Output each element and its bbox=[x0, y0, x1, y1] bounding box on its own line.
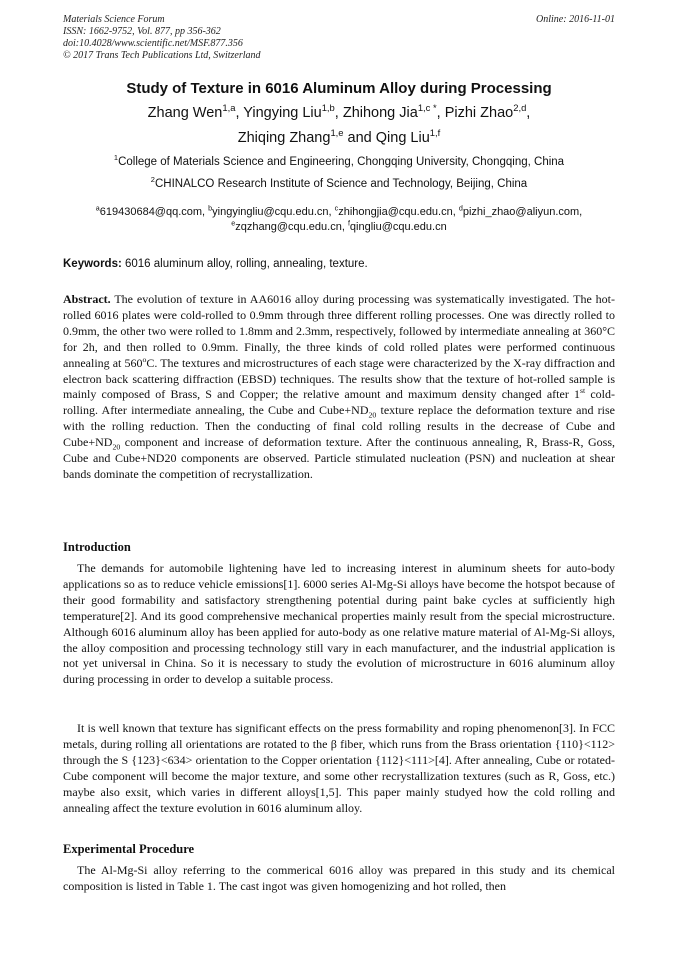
author: Qing Liu$^{1,f}$ bbox=[375, 127, 441, 146]
keywords-label: Keywords: bbox=[63, 258, 122, 270]
author: Zhang Wen$^{1,a}$, bbox=[147, 102, 244, 121]
experimental-paragraph-1: The Al-Mg-Si alloy referring to the commerical 6016 alloy was prepared in this study and its chemical composition is listed in Table 1. The cast ingot was given homogenizing and hot rolled, then bbox=[63, 863, 615, 893]
author: Yingying Liu$^{1,b}$, bbox=[243, 102, 343, 121]
keywords-text: 6016 aluminum alloy, rolling, annealing, texture. bbox=[125, 258, 368, 270]
keywords bbox=[63, 258, 615, 270]
author-list bbox=[40, 101, 638, 151]
email[interactable]: $^b$yingyingliu@cqu.edu.cn, bbox=[208, 204, 335, 218]
abstract-label: Abstract. bbox=[63, 292, 111, 306]
affiliation-1: $^1$College of Materials Science and Engineering, Chongqing University, Chongqing, China bbox=[113, 153, 565, 168]
journal-header bbox=[63, 14, 615, 62]
abstract-paragraph: Abstract. The evolution of texture in AA6016 alloy during processing was systematically investigated. The hot-rolled 6016 plates were cold-rolled to 0.9mm through three different rolling processes. One was directly rolled to 0.9mm, the other two were rolled to 1.8mm and 2.3mm, respectively, followed by intermediate annealing at 360°C for 2h, and then rolled to 0.9mm. Finally, the three kinds of cold rolled plates were performed continuous annealing at 560$^o$C. The textures and microstructures of each stage were characterized by the X-ray diffraction and electron back scattering diffraction (EBSD) techniques. The results show that the texture of hot-rolled sample is mainly composed of Brass, S and Copper; the relative amount and maximum density changed after 1st cold-rolling. After intermediate annealing, the Cube and $Cube+ND_{20}$ texture replace the deformation texture and rise with the rolling reduction. Then the conducting of final cold rolling results in the decrease of Cube and $Cube+ND_{20}$ component and increase of deformation texture. After the continuous annealing, R, Brass-R, Goss, Cube and Cube+ND20 components are observed. Particle stimulated nucleation (PSN) and nucleation at shear bands dominate the competition of recrystallization. bbox=[63, 292, 616, 481]
author: Pizhi Zhao$^{2,d}$, bbox=[444, 102, 531, 121]
email[interactable]: $^f$qingliu@cqu.edu.cn bbox=[347, 219, 447, 233]
online-date: Online: 2016-11-01 bbox=[536, 14, 615, 25]
introduction-heading: Introduction bbox=[63, 540, 131, 554]
doi[interactable]: doi:10.4028/www.scientific.net/MSF.877.356 bbox=[63, 38, 243, 49]
experimental-heading: Experimental Procedure bbox=[63, 842, 195, 856]
paper-title: Study of Texture in 6016 Aluminum Alloy during Processing bbox=[126, 80, 552, 97]
journal-name: Materials Science Forum bbox=[63, 14, 165, 25]
author: Zhiqing Zhang$^{1,e}$ and bbox=[237, 127, 376, 146]
copyright: © 2017 Trans Tech Publications Ltd, Switzerland bbox=[63, 50, 261, 61]
issn: ISSN: 1662-9752, Vol. 877, pp 356-362 bbox=[63, 26, 221, 37]
introduction-paragraph-1: The demands for automobile lightening have led to increasing interest in aluminum sheets for auto-body applications so as to reduce vehicle emissions[1]. 6000 series Al-Mg-Si alloys have become the hotspot because of their good formability and satisfactory strengthening potential during paint bake cycles at sufficiently high temperature[2]. And its good comprehensive mechanical properties mainly result from the special microstructure. Although 6016 aluminum alloy has been applied for auto-body as one relative mature material of Al-Mg-Si alloys, the alloy composition and processing technology still vary in each manufacturer, and the industrial application is not yet universal in China. So it is necessary to study the evolution of microstructure in 6016 aluminum alloy during processing in order to develop a suitable process. bbox=[63, 561, 615, 687]
email[interactable]: $^a$619430684@qq.com, bbox=[95, 204, 209, 218]
email-list bbox=[60, 205, 618, 235]
email[interactable]: $^e$zqzhang@cqu.edu.cn, bbox=[231, 219, 348, 233]
introduction-paragraph-2: It is well known that texture has significant effects on the press formability and roping phenomenon[3]. In FCC metals, during rolling all orientations are rotated to the β fiber, which runs from the Brass orientation {110}<112> through the S {123}<634> orientation to the Copper orientation {112}<111>[4]. After annealing, Cube or rotated-Cube component will become the major texture, and some other recrystallization textures (such as R, Goss, etc.) maybe also exsit, which varies in different alloys[1,5]. This paper mainly studyed how the cold rolling and annealing affect the texture evolution in 6016 aluminum alloy. bbox=[63, 721, 615, 815]
email[interactable]: $^c$zhihongjia@cqu.edu.cn, bbox=[334, 204, 459, 218]
author: Zhihong Jia$^{1,c *}$, bbox=[342, 102, 445, 121]
affiliation-2: $^2$CHINALCO Research Institute of Science and Technology, Beijing, China bbox=[150, 175, 528, 190]
email[interactable]: $^d$pizhi_zhao@aliyun.com, bbox=[458, 204, 583, 218]
